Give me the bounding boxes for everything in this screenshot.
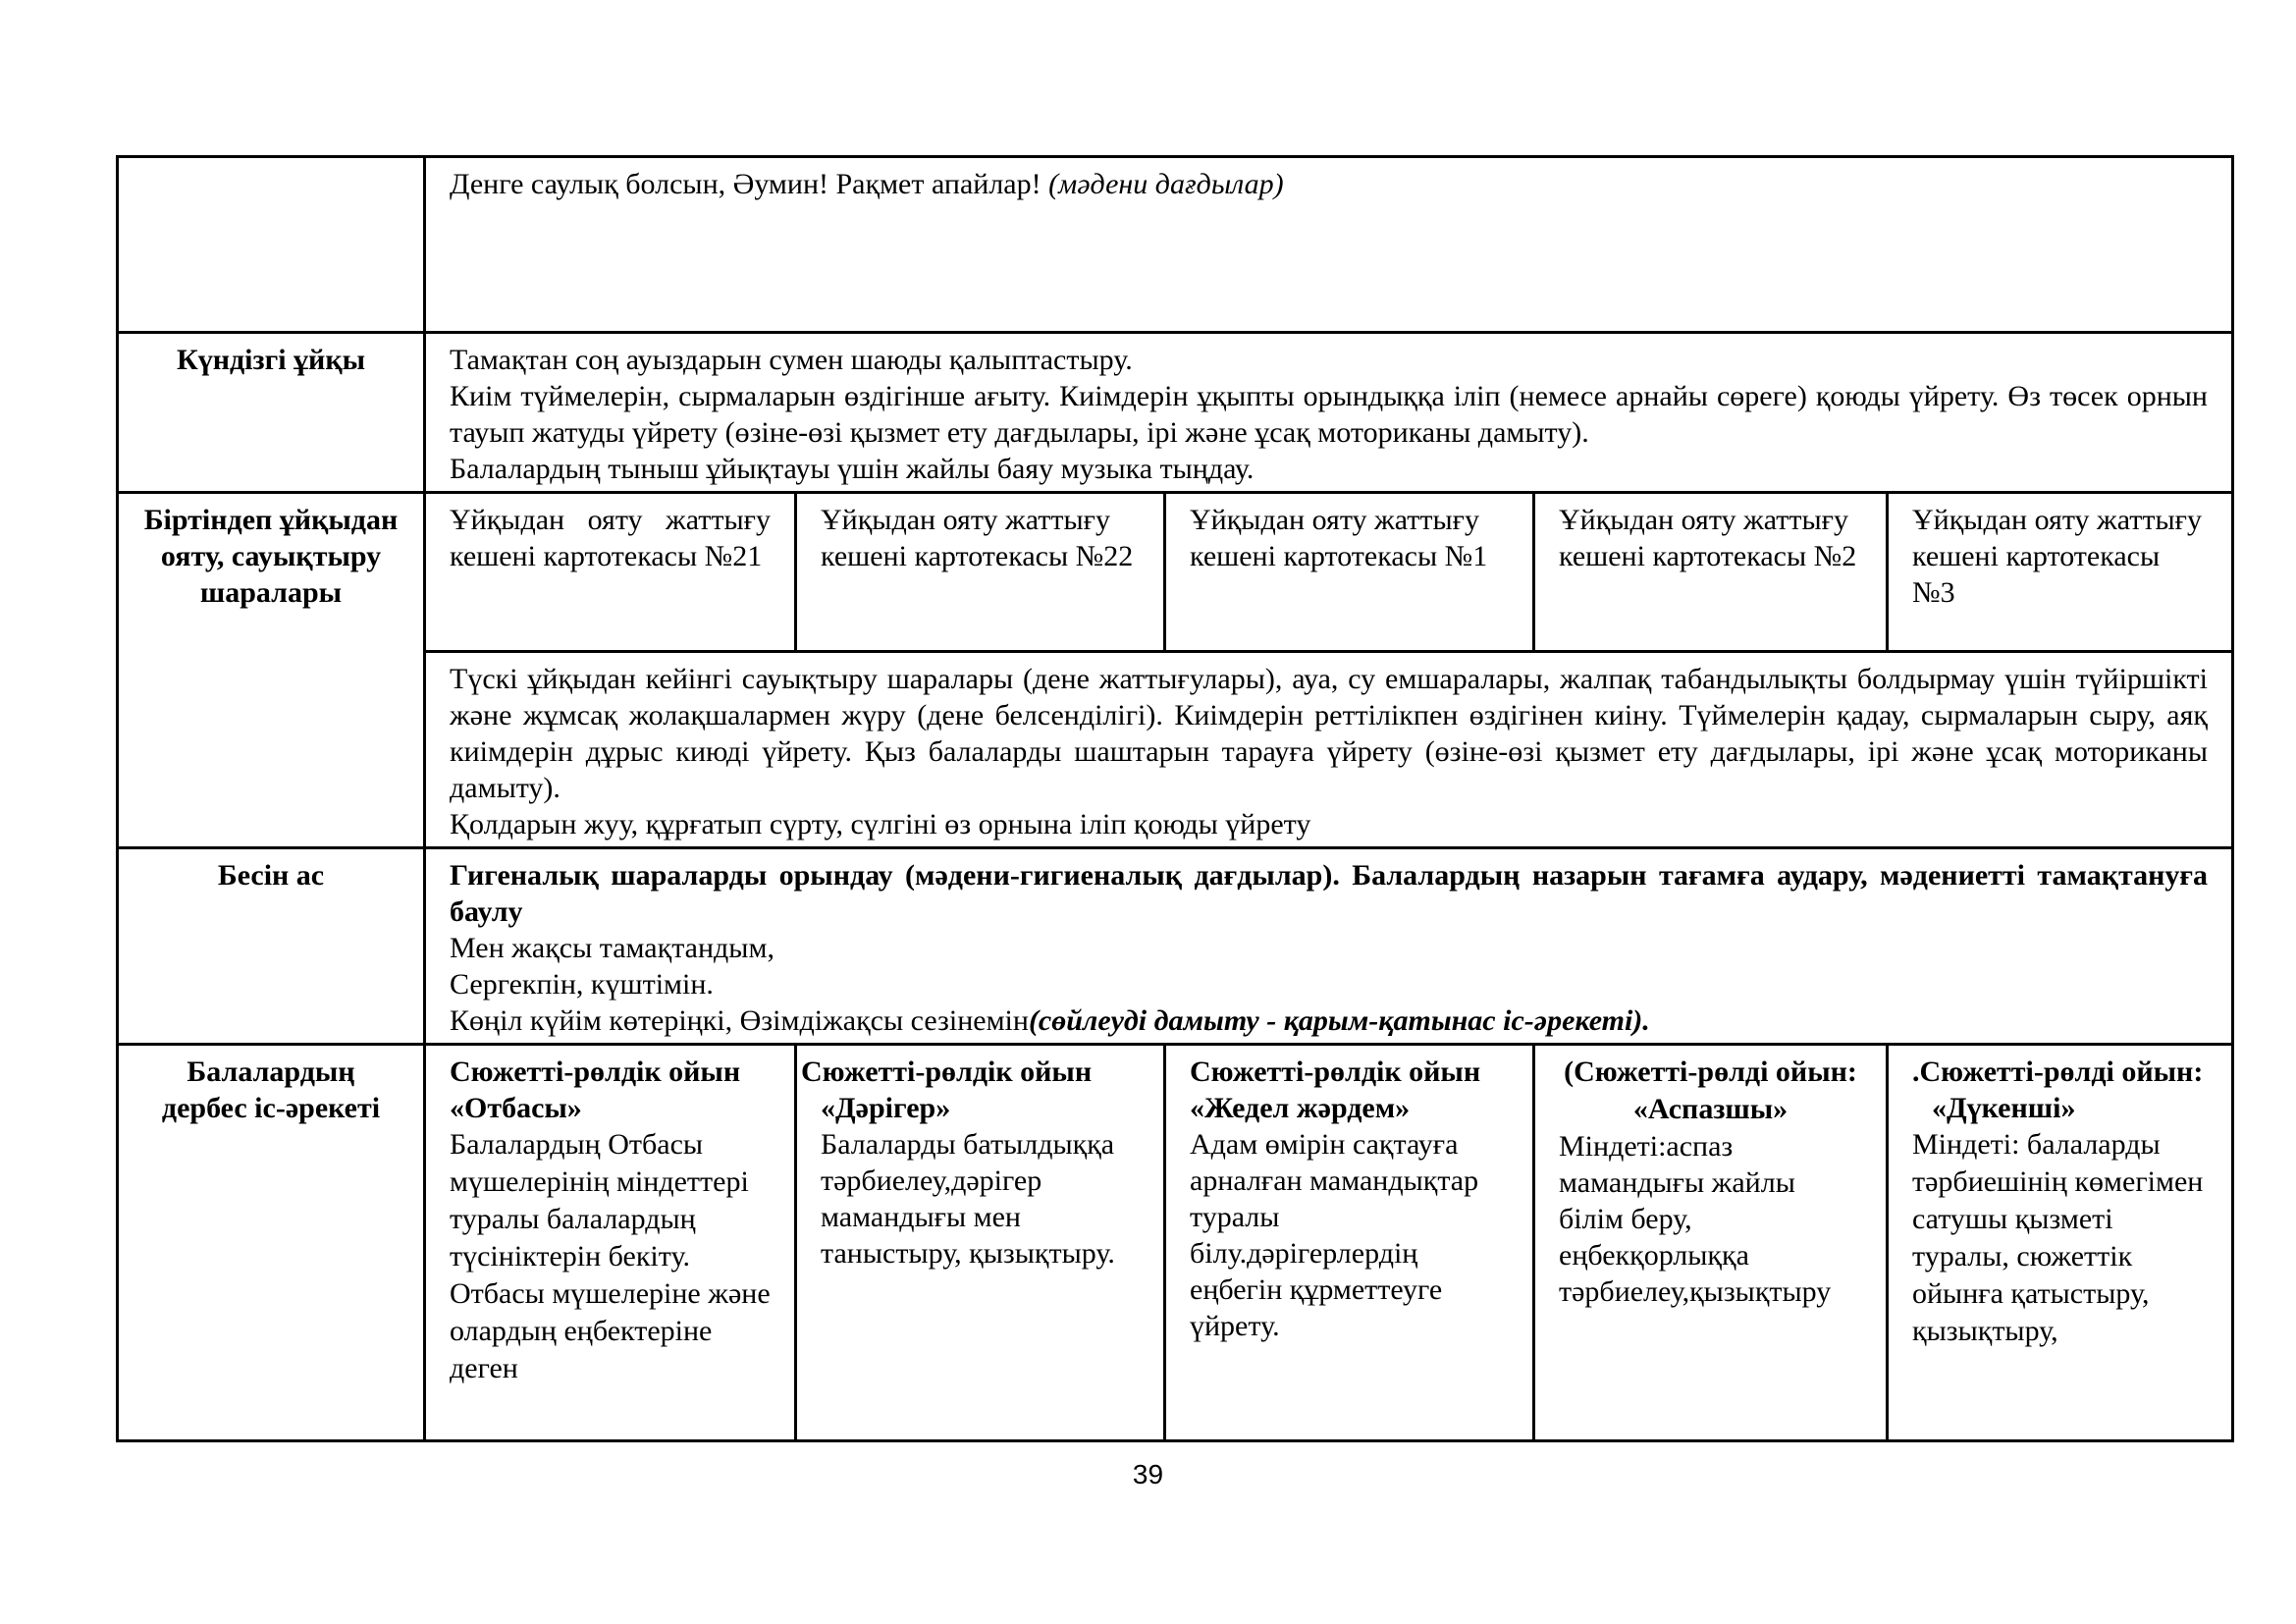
daily-plan-table xyxy=(116,155,2234,1442)
snack-content xyxy=(425,848,2233,1045)
activity-1-title: Сюжетті-рөлдік ойын xyxy=(450,1056,741,1088)
wake-cell-5: Ұйқыдан ояту жаттығу кешені картотекасы №3 xyxy=(1888,493,2233,652)
nap-line-2: Киім түймелерін, сырмаларын өздігінше ағыту. Киімдерін ұқыпты орындыққа іліп (немесе арнайы сөреге) қоюды үйрету. Өз төсек орнын тауып жатуды үйрету (өзіне-өзі қызмет ету дағдылары, ірі және ұсақ моториканы дамыту). xyxy=(450,380,2208,449)
activity-cell-4 xyxy=(1534,1045,1888,1441)
activity-2-desc: Балаларды батылдыққа тәрбиелеу,дәрігер мамандығы мен таныстыру, қызықтыру. xyxy=(821,1128,1115,1270)
activity-cell-5 xyxy=(1888,1045,2233,1441)
activity-5-title: .Сюжетті-рөлді ойын: xyxy=(1912,1056,2204,1088)
activity-1-name: «Отбасы» xyxy=(450,1092,582,1124)
snack-heading: Гигеналық шараларды орындау (мәдени-гигиеналық дағдылар). Балалардың назарын тағамға аудару, мәдениетті тамақтануға баулу xyxy=(450,859,2208,928)
wake-label: Біртіндеп ұйқыдан ояту, сауықтыру шаралары xyxy=(118,493,425,848)
row-meal-end xyxy=(118,157,2233,333)
nap-line-1: Тамақтан соң ауыздарын сумен шаюды қалыптастыру. xyxy=(450,344,1133,376)
nap-line-3: Балалардың тыныш ұйықтауы үшін жайлы баяу музыка тыңдау. xyxy=(450,453,1255,485)
meal-end-text: Денге саулық болсын, Әумин! Рақмет апайлар! xyxy=(450,168,1049,200)
nap-content xyxy=(425,333,2233,493)
activity-5-desc: Міндеті: балаларды тәрбиешінің көмегімен сатушы қызметі туралы, сюжеттік ойынға қатыстыру, қызықтыру, xyxy=(1912,1128,2204,1347)
row-meal-end-label xyxy=(118,157,425,333)
activity-1-desc: Балалардың Отбасы мүшелерінің міндеттері туралы балалардың түсініктерін бекіту. Отбасы мүшелеріне және олардың еңбектеріне деген xyxy=(450,1128,771,1384)
row-nap xyxy=(118,333,2233,493)
row-wake xyxy=(118,493,2233,652)
activity-2-title: Сюжетті-рөлдік ойын xyxy=(801,1056,1093,1088)
nap-label: Күндізгі ұйқы xyxy=(118,333,425,493)
page-number: 39 xyxy=(1132,1459,1164,1489)
row-wake-text xyxy=(118,652,2233,848)
snack-label: Бесін ас xyxy=(118,848,425,1045)
wake-cell-4: Ұйқыдан ояту жаттығу кешені картотекасы №2 xyxy=(1534,493,1888,652)
wake-text-last: Қолдарын жуу, құрғатып сүрту, сүлгіні өз орнына іліп қоюды үйрету xyxy=(450,808,1311,840)
wake-cell-3: Ұйқыдан ояту жаттығу кешені картотекасы №1 xyxy=(1165,493,1534,652)
snack-line-3: Көңіл күйім көтеріңкі, Өзімдіжақсы сезінемін xyxy=(450,1004,1029,1037)
wake-text: Түскі ұйқыдан кейінгі сауықтыру шаралары (дене жаттығулары), ауа, су емшаралары, жалпақ табандылықты болдырмау үшін түйіршікті және жұмсақ жолақшалармен жүру (дене белсенділігі). Киімдерін реттілікпен өздігінен киіну. Түймелерін қадау, сырмаларын сыру, аяқ киімдерін дұрыс киюді үйрету. Қыз балаларды шаштарын тарауға үйрету (өзіне-өзі қызмет ету дағдылары, ірі және ұсақ моториканы дамыту). xyxy=(450,663,2208,804)
activity-3-desc: Адам өмірін сақтауға арналған мамандықтар туралы білу.дәрігерлердің еңбегін құрметтеуге үйрету. xyxy=(1190,1128,1479,1342)
activity-label: Балалардың дербес іс-әрекеті xyxy=(118,1045,425,1441)
activity-3-title: Сюжетті-рөлдік ойын xyxy=(1190,1056,1481,1088)
activity-2-name: «Дәрігер» xyxy=(821,1092,951,1124)
row-activity xyxy=(118,1045,2233,1441)
row-meal-end-content xyxy=(425,157,2233,333)
activity-4-desc: Міндеті:аспаз мамандығы жайлы білім беру, еңбекқорлыққа тәрбиелеу,қызықтыру xyxy=(1559,1130,1832,1308)
row-snack xyxy=(118,848,2233,1045)
activity-cell-2 xyxy=(796,1045,1165,1441)
activity-4-title: (Сюжетті-рөлді ойын: «Аспазшы» xyxy=(1564,1056,1857,1125)
activity-5-name: «Дүкенші» xyxy=(1932,1092,2076,1124)
snack-line-2: Сергекпін, күштімін. xyxy=(450,968,714,1001)
snack-line-1: Мен жақсы тамақтандым, xyxy=(450,932,774,964)
meal-end-note: (мәдени дағдылар) xyxy=(1048,168,1284,200)
wake-text-cell xyxy=(425,652,2233,848)
wake-cell-2: Ұйқыдан ояту жаттығу кешені картотекасы №22 xyxy=(796,493,1165,652)
activity-cell-3 xyxy=(1165,1045,1534,1441)
activity-3-name: «Жедел жәрдем» xyxy=(1190,1092,1411,1124)
wake-cell-1: Ұйқыдан ояту жаттығу кешені картотекасы №21 xyxy=(425,493,796,652)
snack-note: (сөйлеуді дамыту - қарым-қатынас іс-әрекеті). xyxy=(1028,1004,1650,1037)
activity-cell-1 xyxy=(425,1045,796,1441)
